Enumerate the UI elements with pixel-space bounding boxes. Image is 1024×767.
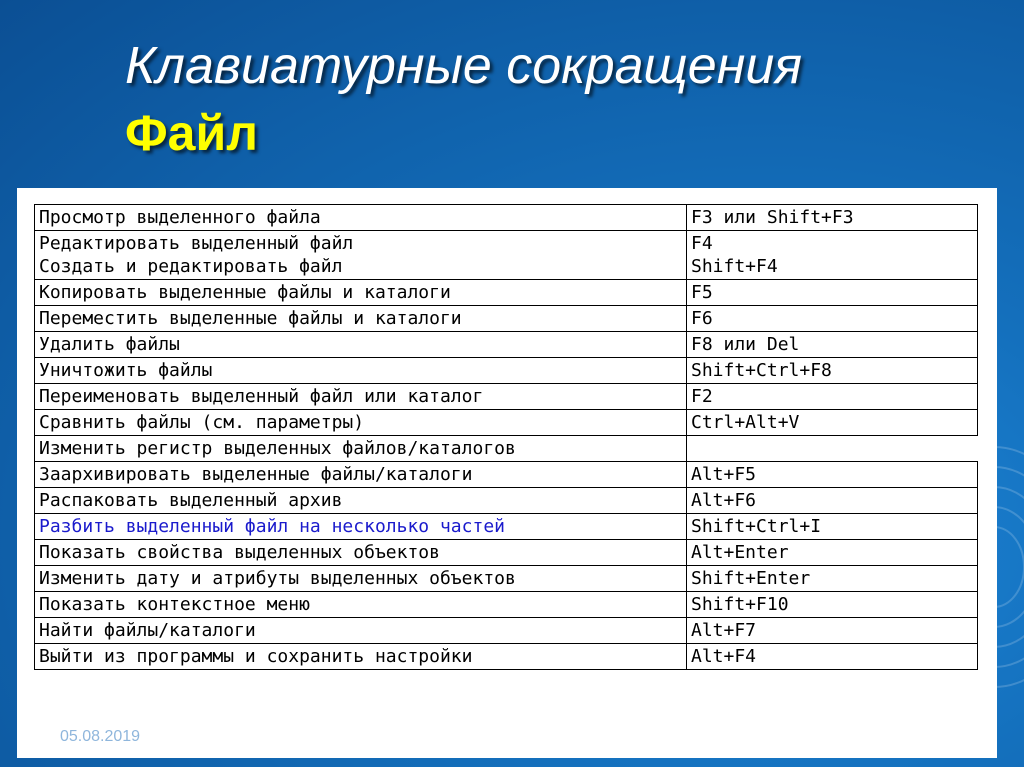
- shortcut-cell: F8 или Del: [687, 332, 978, 358]
- action-cell: [35, 231, 687, 280]
- shortcut-cell: Alt+F5: [687, 462, 978, 488]
- action-cell: Копировать выделенные файлы и каталоги: [35, 280, 687, 306]
- action-cell: Показать контекстное меню: [35, 592, 687, 618]
- shortcut-cell: Alt+Enter: [687, 540, 978, 566]
- slide-title: Клавиатурные сокращения: [125, 37, 803, 95]
- action-cell: Уничтожить файлы: [35, 358, 687, 384]
- table-row: [35, 592, 978, 618]
- shortcut-cell: F2: [687, 384, 978, 410]
- shortcuts-panel: [17, 188, 997, 758]
- table-row: [35, 462, 978, 488]
- shortcuts-table: [34, 204, 978, 670]
- table-row: [35, 514, 978, 540]
- action-cell: Показать свойства выделенных объектов: [35, 540, 687, 566]
- table-row: [35, 306, 978, 332]
- shortcut-cell: F6: [687, 306, 978, 332]
- action-cell: Изменить дату и атрибуты выделенных объектов: [35, 566, 687, 592]
- action-cell: Изменить регистр выделенных файлов/каталогов: [35, 436, 687, 462]
- table-row: [35, 436, 978, 462]
- table-row: [35, 358, 978, 384]
- table-row: [35, 566, 978, 592]
- shortcut-line: F4: [691, 233, 713, 254]
- table-row: [35, 231, 978, 280]
- action-cell: Переименовать выделенный файл или каталог: [35, 384, 687, 410]
- action-cell: Найти файлы/каталоги: [35, 618, 687, 644]
- shortcut-cell: [687, 436, 978, 462]
- shortcut-cell: Shift+Ctrl+I: [687, 514, 978, 540]
- table-row: [35, 540, 978, 566]
- shortcut-cell: Alt+F6: [687, 488, 978, 514]
- slide-subtitle: Файл: [125, 105, 258, 161]
- shortcut-cell: [687, 231, 978, 280]
- table-row: [35, 644, 978, 670]
- shortcut-cell: Ctrl+Alt+V: [687, 410, 978, 436]
- action-line: Создать и редактировать файл: [39, 256, 343, 277]
- table-row: [35, 488, 978, 514]
- shortcut-cell: Shift+F10: [687, 592, 978, 618]
- action-line: Редактировать выделенный файл: [39, 233, 354, 254]
- shortcut-cell: F5: [687, 280, 978, 306]
- action-cell: Сравнить файлы (см. параметры): [35, 410, 687, 436]
- table-row: [35, 332, 978, 358]
- action-cell: Переместить выделенные файлы и каталоги: [35, 306, 687, 332]
- table-row: [35, 205, 978, 231]
- shortcut-cell: Alt+F7: [687, 618, 978, 644]
- action-cell: Удалить файлы: [35, 332, 687, 358]
- shortcut-line: Shift+F4: [691, 256, 778, 277]
- table-row: [35, 384, 978, 410]
- action-cell: Распаковать выделенный архив: [35, 488, 687, 514]
- action-cell-highlighted: Разбить выделенный файл на несколько частей: [35, 514, 687, 540]
- action-cell: Заархивировать выделенные файлы/каталоги: [35, 462, 687, 488]
- table-row: [35, 280, 978, 306]
- action-cell: Выйти из программы и сохранить настройки: [35, 644, 687, 670]
- action-cell: Просмотр выделенного файла: [35, 205, 687, 231]
- shortcut-cell: Shift+Ctrl+F8: [687, 358, 978, 384]
- table-row: [35, 410, 978, 436]
- table-row: [35, 618, 978, 644]
- shortcut-cell: Alt+F4: [687, 644, 978, 670]
- shortcut-cell: Shift+Enter: [687, 566, 978, 592]
- shortcut-cell: F3 или Shift+F3: [687, 205, 978, 231]
- slide-date: 05.08.2019: [60, 728, 141, 745]
